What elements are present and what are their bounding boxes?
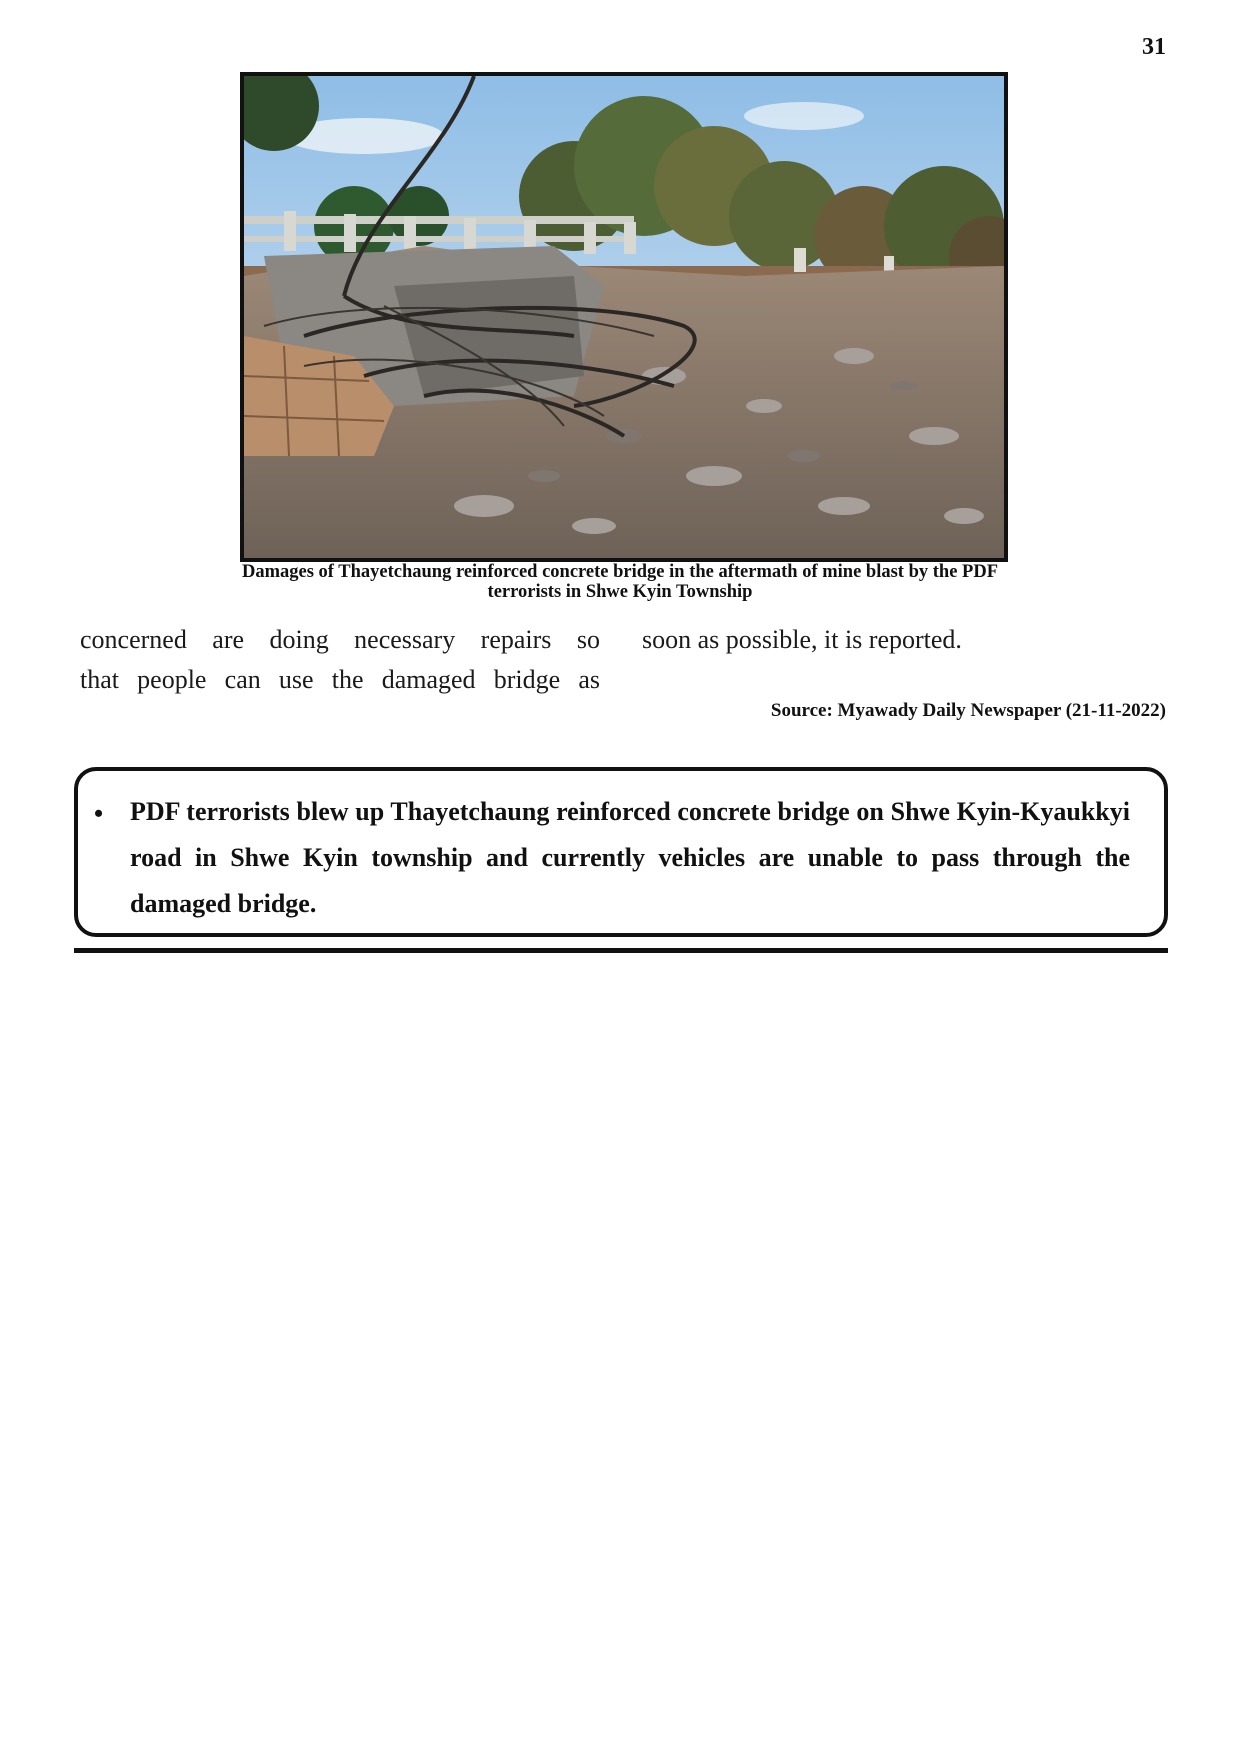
article-right-column: soon as possible, it is reported.: [642, 625, 962, 654]
figure-caption-line2: terrorists in Shwe Kyin Township: [487, 582, 753, 602]
section-divider: [74, 948, 1168, 953]
article-left-line1: concerned are doing necessary repairs so: [80, 625, 600, 654]
page-number: 31: [1142, 34, 1166, 60]
bridge-damage-illustration: [244, 76, 1004, 558]
article-left-column: [80, 620, 600, 700]
figure-caption: [180, 562, 1060, 602]
summary-item: PDF terrorists blew up Thayetchaung reinforced concrete bridge on Shwe Kyin-Kyaukkyi road in Shwe Kyin township and currently vehicles are unable to pass through the damaged bridge.: [130, 797, 1130, 918]
article-left-line2: that people can use the damaged bridge as: [80, 665, 600, 694]
bridge-damage-photo: [240, 72, 1008, 562]
figure-caption-line1: Damages of Thayetchaung reinforced concrete bridge in the aftermath of mine blast by the PDF: [241, 562, 999, 582]
summary-callout-box: [74, 767, 1168, 937]
bullet-icon: •: [94, 799, 104, 828]
source-citation: Source: Myawady Daily Newspaper (21-11-2022): [770, 700, 1166, 721]
